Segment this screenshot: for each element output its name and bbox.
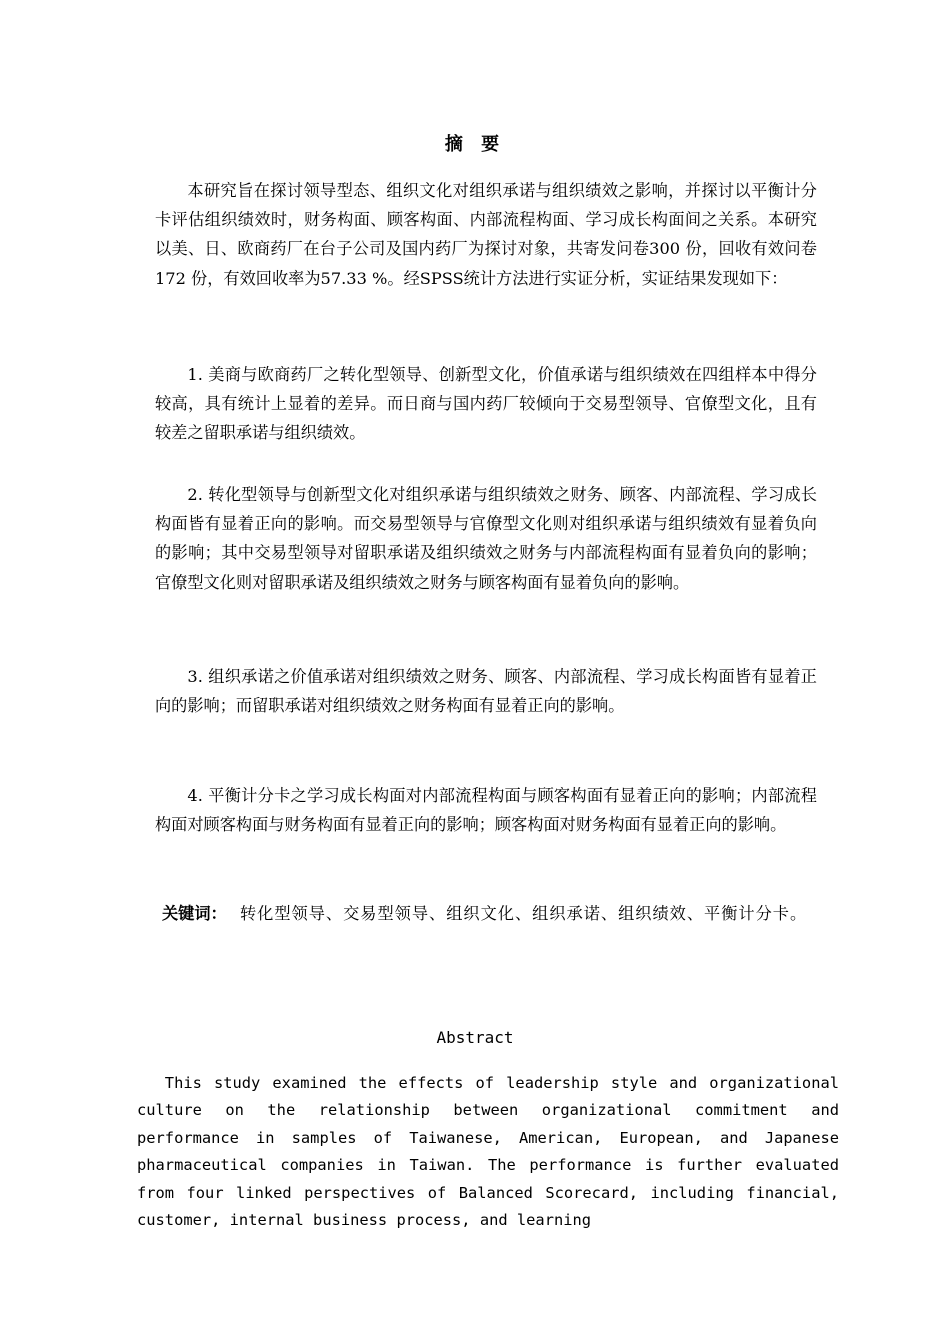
finding-2-paragraph: 2. 转化型领导与创新型文化对组织承诺与组织绩效之财务、顾客、内部流程、学习成长构面皆有显着正向的影响。而交易型领导与官僚型文化则对组织承诺与组织绩效有显着负向的影响；其中交易型领导对留职承诺及组织绩效之财务与内部流程构面有显着负向的影响；官僚型文化则对留职承诺及组织绩效之财务与顾客构面有显着负向的影响。: [155, 485, 817, 592]
english-abstract-body: This study examined the effects of leadership style and organizational culture on the relationship between organizational commitment and performance in samples of Taiwanese, American, European, and Japanese pharmaceutical companies in Taiwan. The performance is further evaluated from four linked perspectives of Balanced Scorecard, including financial, customer, internal business process, and learning: [137, 1074, 839, 1230]
chinese-abstract-intro: 本研究旨在探讨领导型态、组织文化对组织承诺与组织绩效之影响，并探讨以平衡计分卡评估组织绩效时，财务构面、顾客构面、内部流程构面、学习成长构面间之关系。本研究以美、日、欧商药厂在台子公司及国内药厂为探讨对象，共寄发问卷300 份，回收有效问卷172 份，有效回收率为57.33 %。经SPSS统计方法进行实证分析，实证结果发现如下：: [155, 181, 817, 288]
finding-1-paragraph: 1. 美商与欧商药厂之转化型领导、创新型文化，价值承诺与组织绩效在四组样本中得分较高，具有统计上显着的差异。而日商与国内药厂较倾向于交易型领导、官僚型文化，且有较差之留职承诺与组织绩效。: [155, 365, 817, 443]
finding-3-paragraph: 3. 组织承诺之价值承诺对组织绩效之财务、顾客、内部流程、学习成长构面皆有显着正向的影响；而留职承诺对组织绩效之财务构面有显着正向的影响。: [155, 667, 817, 716]
keywords-block: [162, 899, 822, 928]
keywords-text: 转化型领导、交易型领导、组织文化、组织承诺、组织绩效、平衡计分卡。: [240, 904, 808, 923]
keywords-label: 关键词：: [162, 904, 227, 923]
english-abstract-title: Abstract: [436, 1028, 514, 1047]
finding-4-paragraph: 4. 平衡计分卡之学习成长构面对内部流程构面与顾客构面有显着正向的影响；内部流程构面对顾客构面与财务构面有显着正向的影响；顾客构面对财务构面有显着正向的影响。: [155, 786, 817, 835]
chinese-abstract-title: 摘 要: [444, 134, 506, 155]
